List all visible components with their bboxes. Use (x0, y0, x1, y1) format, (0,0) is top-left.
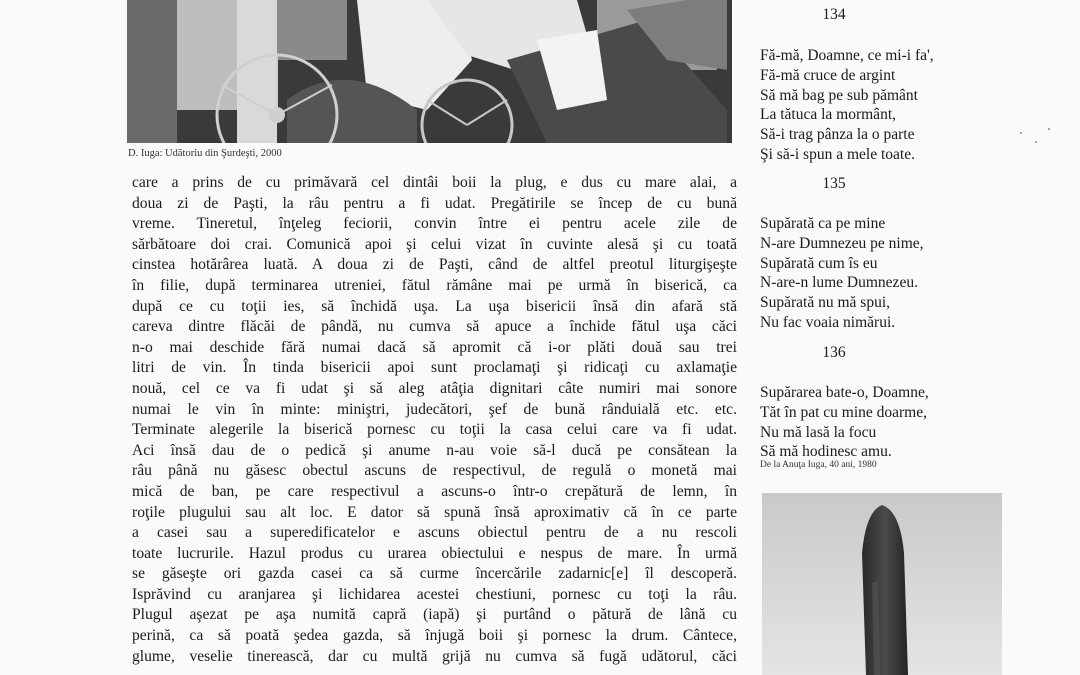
poem-line: Fă-mă cruce de argint (760, 66, 896, 84)
text-line: Plugul aşezat pe aşa numită capră (iapă) şi purtând o pătură de lână cu (132, 606, 737, 624)
text-line: în filie, după terminarea utreniei, fătul rămâne mai pe urmă în biserică, ca (132, 276, 737, 294)
text-line: litri de vin. În tinda bisericii apoi sunt proclamaţi şi ridicaţi cu axlamaţie (132, 359, 737, 377)
poem-line: Nu fac voaia nimărui. (760, 313, 896, 331)
poem-line: N-are-n lume Dumnezeu. (760, 274, 918, 292)
scan-speck (1020, 132, 1022, 134)
poem-number-136: 136 (822, 344, 846, 361)
text-line: a casei sau a superedificatelor e ascuns obiectul pentru de a nu rescoli (132, 524, 737, 542)
photo-monument (762, 493, 1002, 675)
poem-line: Nu mă lasă la focu (760, 423, 877, 441)
text-line: sărbătoare doi crai. Comunică apoi şi celui vizat în cuvinte alesă şi cu toată (132, 235, 737, 253)
text-line: vreme. Tineretul, înţeleg feciorii, convin între ei pentru acele zile de (132, 215, 737, 233)
text-line: după ce cu toţii ies, să închidă uşa. La uşa bisericii însă din afară stă (132, 297, 737, 315)
poem-number-135: 135 (822, 175, 846, 192)
photo-caption: D. Iuga: Udătoriu din Şurdeşti, 2000 (128, 148, 282, 159)
poem-line: La tătuca la mormânt, (760, 106, 896, 124)
poem-line: Tăt în pat cu mine doarme, (760, 403, 927, 421)
text-line: toate lucrurile. Hazul produs cu urarea obiectului e nespus de mare. În urmă (132, 544, 737, 562)
text-line: râu până nu găsesc obectul ascuns de respectivul, de regulă o monetă mai (132, 462, 737, 480)
text-line: se găseşte ori gazda casei ca să curme încercările zadarnic[e] îl descoperă. (132, 565, 737, 583)
poem-134 (760, 46, 934, 165)
poem-line: Să-i trag pânza la o parte (760, 126, 915, 144)
poem-line: Fă-mă, Doamne, ce mi-i fa', (760, 47, 934, 64)
text-line: roţile plugului sau alt loc. E dator să spună însă aproximativ că în ce parte (132, 503, 737, 521)
text-line: Aci însă dau de o pedică şi anume n-au voie să-l ducă pe consătean la (132, 441, 737, 459)
text-line: nouă, cel ce va fi udat şi să aleg atâţia dignitari câte numiri mai sonore (132, 379, 737, 397)
poem-136 (760, 383, 929, 462)
poem-line: Să mă bag pe sub pământ (760, 86, 918, 104)
text-line: glume, veselie tinerească, dar cu multă grijă nu cumva să fugă udătorul, căci (132, 647, 737, 665)
text-line: cinstea hotărârea luată. A doua zi de Paşti, când de altfel preotul liturgişeşte (132, 256, 737, 274)
poem-line: Supărată cum îs eu (760, 254, 878, 272)
poem-line: Supărată ca pe mine (760, 215, 886, 232)
text-line: perină, ca să poată şedea gazda, să înjugă boii şi pornesc la drum. Cântece, (132, 627, 737, 645)
text-line: Terminate alegerile la biserică pornesc cu toţii la casa celui care va fi udat. (132, 421, 737, 439)
poem-source: De la Anuţa Iuga, 40 ani, 1980 (760, 460, 877, 470)
poem-line: N-are Dumnezeu pe nime, (760, 234, 924, 252)
photo-plough (127, 0, 732, 143)
text-line: mică de ban, pe care respectivul a ascuns-o într-o crepătură de lemn, în (132, 482, 737, 500)
poem-line: Şi să-i spun a mele toate. (760, 145, 915, 163)
text-line: numai le vin în minte: miniştri, judecători, şef de bună rânduială etc. etc. (132, 400, 737, 418)
text-line: Isprăvind cu aranjarea şi lichidarea acestei chestiuni, pornesc cu toţi la râu. (132, 585, 737, 603)
text-line: careva dintre flăcăi de pândă, nu cumva să apuce a închide fătul uşa căci (132, 318, 737, 336)
scan-speck (1048, 128, 1050, 130)
poem-line: Supărată nu mă spui, (760, 294, 891, 312)
scan-speck (1035, 141, 1037, 143)
main-text-column (132, 173, 737, 667)
text-line: doua zi de Paşti, la râu pentru a fi udat. Pregătirile se încep de cu bună (132, 194, 737, 212)
text-line: care a prins de cu primăvară cel dintâi boii la plug, e dus cu mare alai, a (132, 174, 737, 191)
text-line: n-o mai deschide fără numai dacă să apromit că i-or plăti două sau trei (132, 338, 737, 356)
poem-line: Supărarea bate-o, Doamne, (760, 384, 929, 401)
poem-line: Să mă hodinesc amu. (760, 443, 892, 461)
poem-number-134: 134 (822, 6, 846, 23)
poem-135 (760, 214, 924, 333)
